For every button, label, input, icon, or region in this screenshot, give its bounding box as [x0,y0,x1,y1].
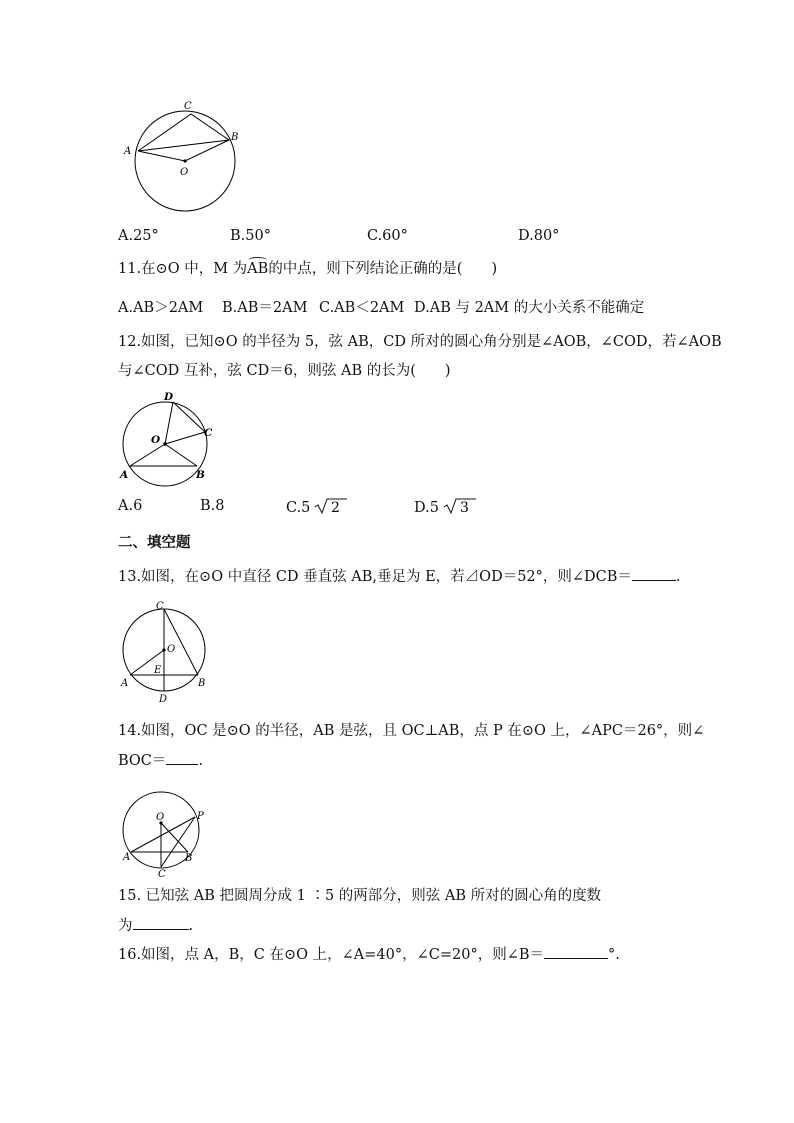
q11-option-b: B.AB＝2AM [222,300,308,316]
q14-label-c: C [158,869,166,880]
q10-label-c: C [184,101,192,112]
q13-circle-figure [118,598,218,708]
q12-radius-ob [165,444,197,466]
q12-option-d: D.5 3 [414,496,478,518]
q13-label-a: A [121,678,129,689]
q11-question: 11.在⊙O 中，M 为AB的中点，则下列结论正确的是( ) [118,261,498,277]
q12-question-line1: 12.如图，已知⊙O 的半径为 5，弦 AB，CD 所对的圆心角分别是∠AOB，∠COD，若∠AOB [118,334,722,350]
q12-center-dot [163,442,167,446]
q13-label-d: D [159,694,168,705]
q11-option-c: C.AB＜2AM [319,300,405,316]
q12-option-b: B.8 [200,498,225,514]
q13-label-c: C [156,601,164,612]
q10-circle-figure [120,95,245,220]
q14-circle-figure [118,785,213,880]
q14-answer-blank[interactable] [166,750,198,765]
q14-label-p: P [197,811,204,822]
q10-option-d: D.80° [518,228,560,244]
section-2-title: 二、填空题 [118,535,191,551]
q13-label-b: B [198,678,206,689]
q14-question-line1: 14.如图，OC 是⊙O 的半径，AB 是弦，且 OC⊥AB，点 P 在⊙O 上，∠APC＝26°，则∠ [118,723,705,739]
q10-label-b: B [231,132,239,143]
q14-question-line2: BOC＝ . [118,750,203,771]
q10-option-c: C.60° [367,228,408,244]
q16-answer-blank[interactable] [544,944,608,959]
q13-question: 13.如图，在⊙O 中直径 CD 垂直弦 AB,垂足为 E，若⊿OD＝52°，则∠DCB＝ . [118,566,681,587]
q11-option-a: A.AB＞2AM [118,300,204,316]
q12-label-d: D [164,391,174,403]
q13-center-dot [162,648,165,651]
q12-option-a: A.6 [118,498,143,514]
q12-question-line2: 与∠COD 互补，弦 CD＝6，则弦 AB 的长为( ) [118,363,451,379]
q12-option-d-radical [442,496,478,516]
q12-radius-od [165,402,173,444]
q10-center-dot [183,159,186,162]
q12-option-c-radical [313,496,349,516]
q12-label-o: O [151,434,161,446]
q13-answer-blank[interactable] [632,566,676,581]
q14-label-a: A [123,852,131,863]
q13-label-e: E [154,665,162,676]
q12-radius-oc [165,432,205,444]
q12-option-c: C.5 2 [286,496,349,518]
q12-label-b: B [196,469,205,481]
q13-label-o: O [167,644,176,655]
q14-label-o: O [156,812,165,823]
q10-option-a: A.25° [118,228,159,244]
q10-option-b: B.50° [230,228,271,244]
svg-text:2: 2 [331,500,341,516]
q11-option-d: D.AB 与 2AM 的大小关系不能确定 [414,300,645,316]
q11-arc-ab: AB [247,261,269,277]
q12-radius-oa [130,444,165,466]
q15-question-line1: 15. 已知弦 AB 把圆周分成 1 ∶5 的两部分，则弦 AB 所对的圆心角的度数 [118,888,602,904]
q12-label-c: C [204,427,213,439]
q10-label-a: A [124,146,132,157]
q12-chord-dc [173,402,205,432]
q16-question: 16.如图，点 A，B，C 在⊙O 上，∠A=40°，∠C=20°，则∠B＝ °. [118,944,620,965]
q15-question-line2: 为 . [118,915,193,936]
q12-label-a: A [120,469,129,481]
q14-label-b: B [185,853,193,864]
svg-text:3: 3 [459,500,469,516]
q15-answer-blank[interactable] [133,915,189,930]
q10-label-o: O [180,167,189,178]
q12-circle-figure [118,388,223,488]
q13-line-cb [164,609,198,675]
